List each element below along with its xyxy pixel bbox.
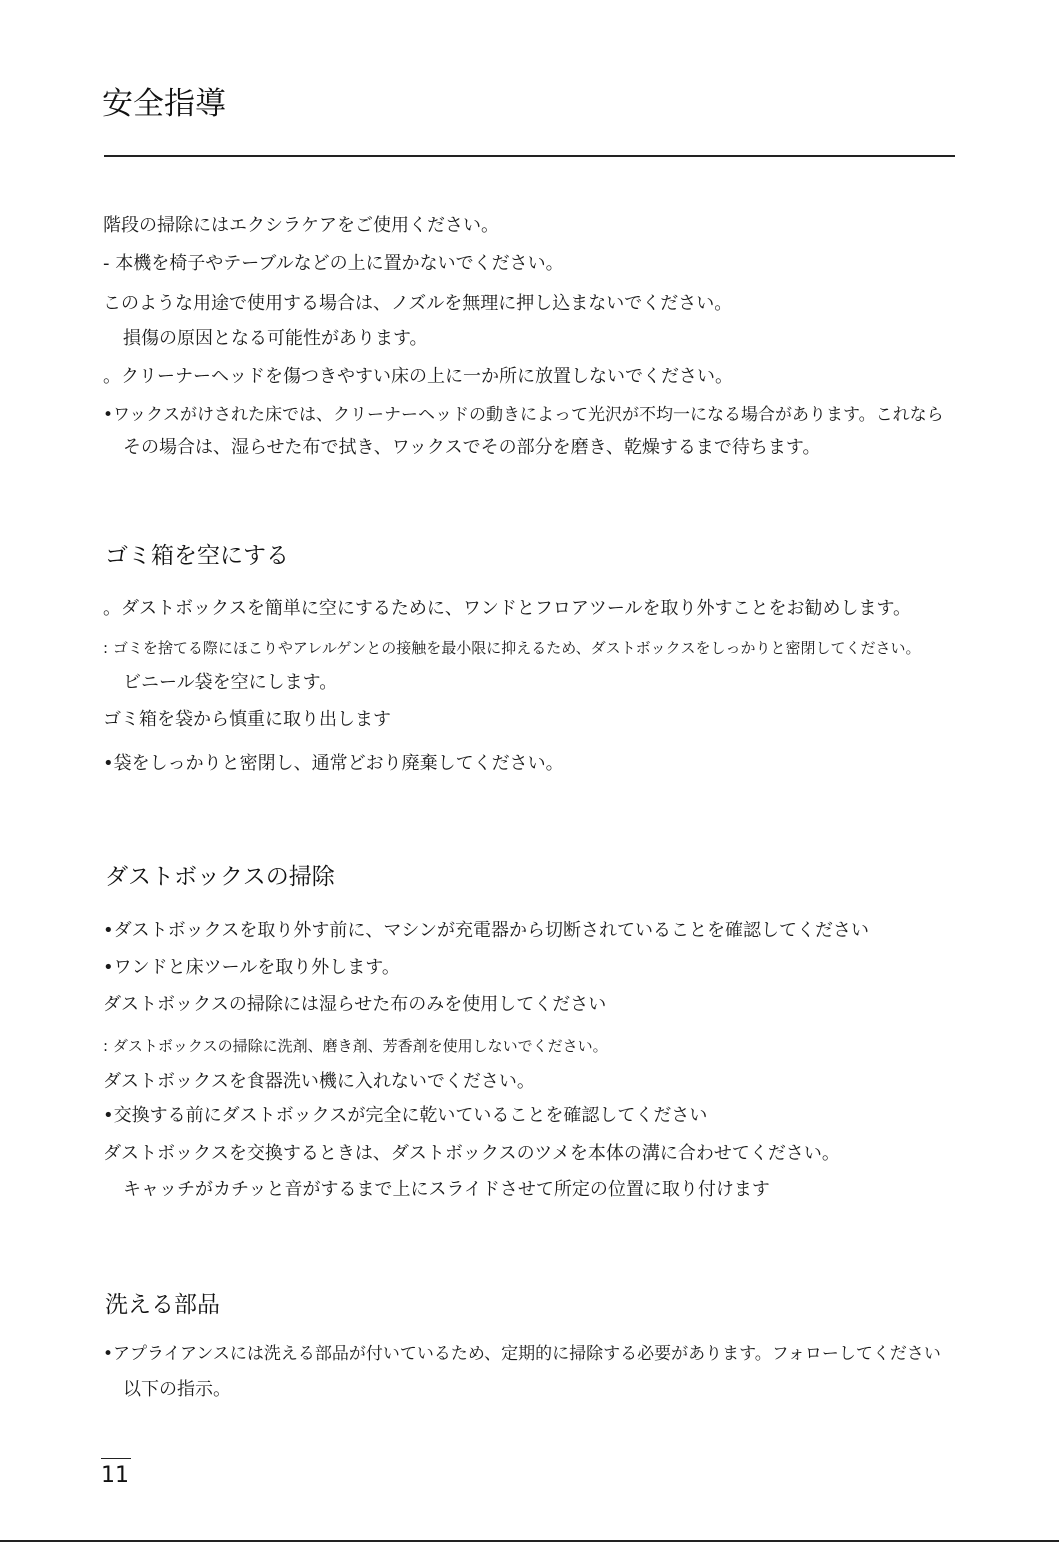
safety-line-3: このような用途で使用する場合は、ノズルを無理に押し込まないでください。 [103,293,733,314]
dustbox-line-1: •ダストボックスを取り外す前に、マシンが充電器から切断されていることを確認してください [103,920,869,941]
section-heading-washable-parts: 洗える部品 [105,1292,220,1318]
empty-bin-line-3: ビニール袋を空にします。 [123,672,338,693]
safety-line-7: その場合は、湿らせた布で拭き、ワックスでその部分を磨き、乾燥するまで待ちます。 [123,437,821,458]
safety-line-5: 。クリーナーヘッドを傷つきやすい床の上に一か所に放置しないでください。 [103,366,733,387]
empty-bin-line-4: ゴミ箱を袋から慎重に取り出します [103,709,391,730]
safety-line-4: 損傷の原因となる可能性があります。 [123,328,428,349]
safety-line-1: 階段の掃除にはエクシラケアをご使用ください。 [103,215,499,236]
dustbox-line-6: •交換する前にダストボックスが完全に乾いていることを確認してください [103,1105,708,1126]
washable-line-1: •アプライアンスには洗える部品が付いているため、定期的に掃除する必要があります。フォローしてください [103,1344,941,1364]
dustbox-line-3: ダストボックスの掃除には湿らせた布のみを使用してください [103,994,607,1015]
washable-line-2: 以下の指示。 [123,1379,231,1400]
section-heading-dustbox-cleaning: ダストボックスの掃除 [105,864,335,890]
title-divider [104,155,955,157]
bottom-divider [0,1540,1059,1542]
empty-bin-line-2: : ゴミを捨てる際にほこりやアレルゲンとの接触を最小限に抑えるため、ダストボックスをしっかりと密閉してください。 [103,639,921,657]
empty-bin-line-1: 。ダストボックスを簡単に空にするために、ワンドとフロアツールを取り外すことをお勧めします。 [103,598,912,619]
empty-bin-line-5: •袋をしっかりと密閉し、通常どおり廃棄してください。 [103,753,564,774]
dustbox-line-8: キャッチがカチッと音がするまで上にスライドさせて所定の位置に取り付けます [123,1179,770,1200]
dustbox-line-7: ダストボックスを交換するときは、ダストボックスのツメを本体の溝に合わせてください。 [103,1143,840,1164]
safety-line-2: - 本機を椅子やテーブルなどの上に置かないでください。 [103,253,564,274]
page-number: 11 [101,1458,131,1493]
dustbox-line-5: ダストボックスを食器洗い機に入れないでください。 [103,1071,535,1092]
safety-line-6: •ワックスがけされた床では、クリーナーヘッドの動きによって光沢が不均一になる場合があります。これなら [103,405,944,425]
page-title: 安全指導 [102,86,226,122]
dustbox-line-2: •ワンドと床ツールを取り外します。 [103,957,400,978]
section-heading-empty-bin: ゴミ箱を空にする [105,543,289,569]
dustbox-line-4: : ダストボックスの掃除に洗剤、磨き剤、芳香剤を使用しないでください。 [103,1037,608,1055]
